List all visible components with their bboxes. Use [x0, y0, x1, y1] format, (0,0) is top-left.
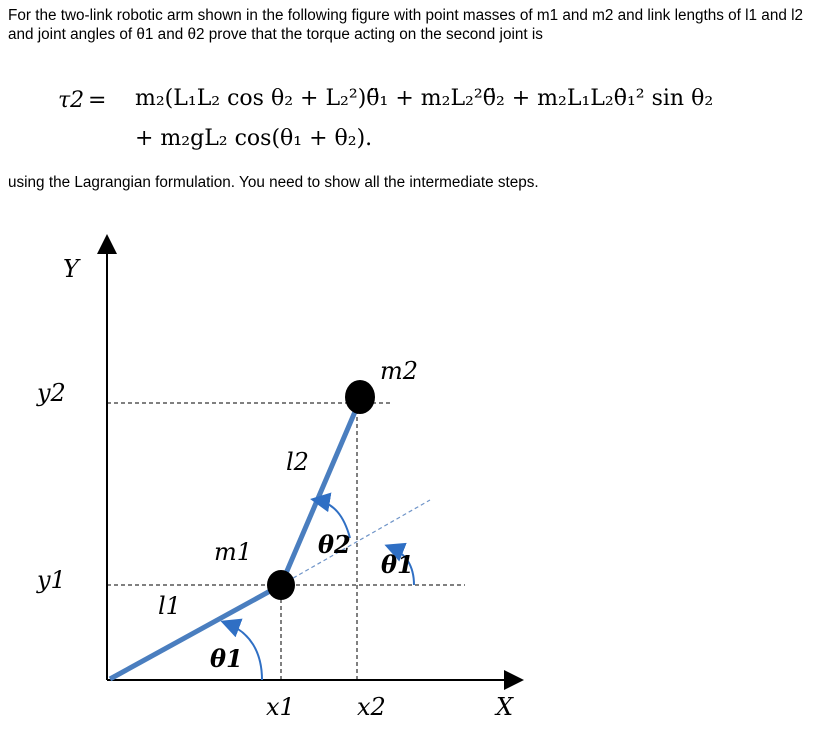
problem-instruction: using the Lagrangian formulation. You need to show all the intermediate steps. — [8, 174, 539, 191]
y-axis-label: Y — [63, 255, 79, 283]
equation-equals: = — [88, 88, 107, 113]
mass-2-label: m2 — [380, 357, 419, 385]
x-axis-label: X — [496, 693, 514, 721]
link-2-label: l2 — [286, 448, 309, 476]
theta1-relative-label: θ1 — [381, 550, 414, 579]
x2-label: x2 — [357, 693, 386, 721]
link-1-label: l1 — [158, 592, 181, 620]
torque-equation — [0, 78, 820, 168]
link-1 — [110, 585, 281, 679]
robot-arm-figure — [0, 220, 820, 736]
x1-label: x1 — [266, 693, 295, 721]
robot-arm-diagram — [0, 220, 820, 736]
mass-1-label: m1 — [214, 538, 253, 566]
equation-line-1: m₂(L₁L₂ cos θ₂ + L₂²)θ̈₁ + m₂L₂²θ̈₂ + m₂L₁L₂θ̇₁² sin θ₂ — [135, 86, 714, 111]
theta2-label: θ2 — [318, 530, 351, 559]
equation-line-2: + m₂gL₂ cos(θ₁ + θ₂). — [135, 126, 373, 151]
problem-statement: For the two-link robotic arm shown in the following figure with point masses of m1 and m2 and link lengths of l1 and l2 and joint angles of θ1 and θ2 prove that the torque acting on the second joint is — [8, 7, 803, 43]
y1-label: y1 — [37, 566, 66, 594]
mass-2-point — [345, 380, 375, 414]
mass-1-point — [267, 570, 295, 600]
theta1-label: θ1 — [210, 644, 243, 673]
equation-lhs: τ2 — [58, 88, 85, 113]
y2-label: y2 — [37, 379, 66, 407]
